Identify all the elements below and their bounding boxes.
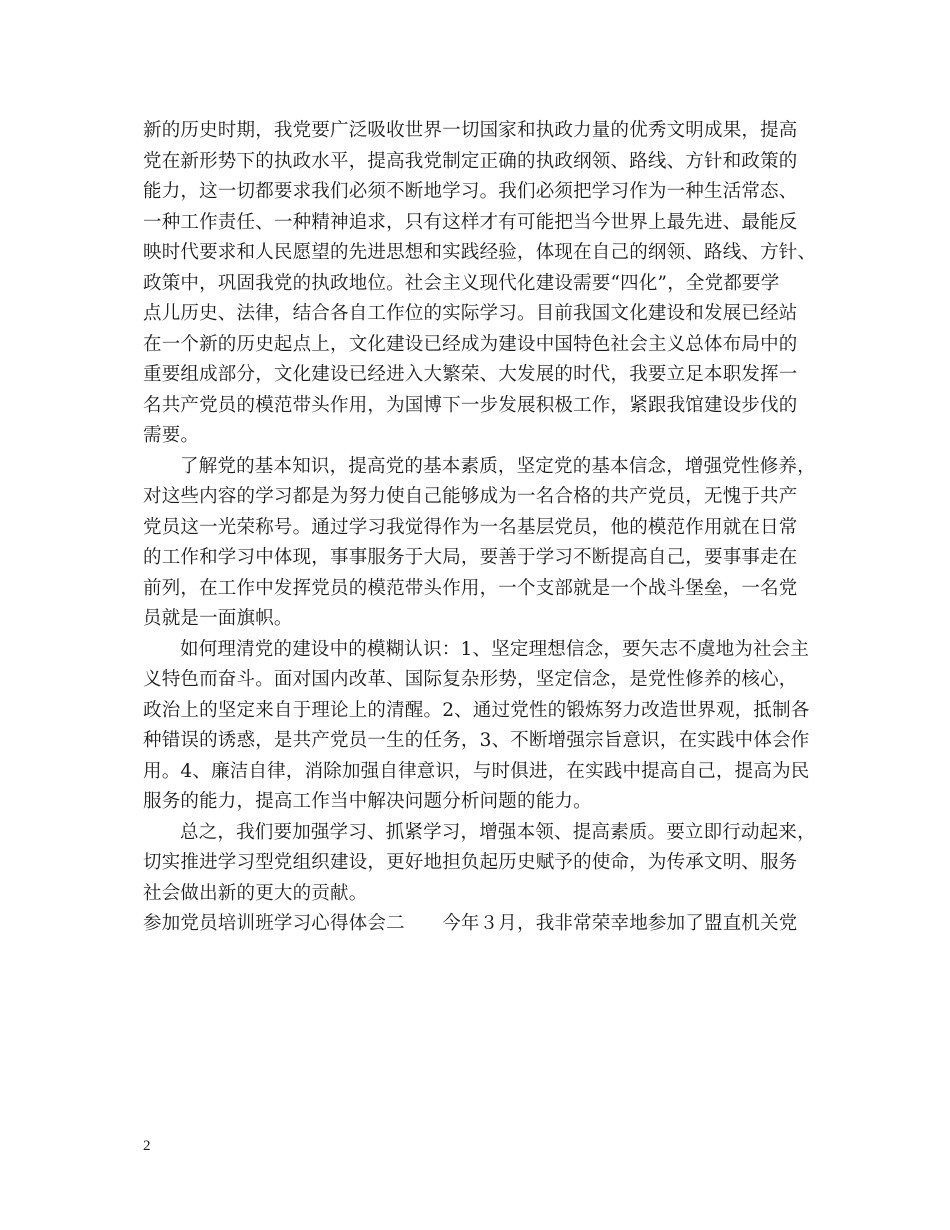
- text-line: 对这些内容的学习都是为努力使自己能够成为一名合格的共产党员，无愧于共产: [143, 486, 798, 507]
- text-line: 如何理清党的建设中的模糊认识：1、坚定理想信念，要矢志不虞地为社会主: [180, 638, 810, 660]
- text-line: 切实推进学习型党组织建设，更好地担负起历史赋予的使命，为传承文明、服务: [143, 852, 798, 873]
- text-line: 名共产党员的模范带头作用，为国博下一步发展积极工作，紧跟我馆建设步伐的: [143, 394, 798, 416]
- text-line: 员就是一面旗帜。: [143, 608, 293, 629]
- text-line: 社会做出新的更大的贡献。: [143, 882, 368, 904]
- text-line: 种错误的诱惑，是共产党员一生的任务，3、不断增强宗旨意识，在实践中体会作: [143, 730, 810, 751]
- text-line: 用。4、廉洁自律，消除加强自律意识，与时俱进，在实践中提高自己，提高为民: [143, 760, 810, 782]
- text-line: 点儿历史、法律，结合各自工作位的实际学习。目前我国文化建设和发展已经站: [143, 303, 798, 324]
- text-line: 了解党的基本知识，提高党的基本素质，坚定党的基本信念，增强党性修养，: [180, 455, 816, 477]
- text-line: 重要组成部分，文化建设已经进入大繁荣、大发展的时代，我要立足本职发挥一: [143, 364, 798, 385]
- text-line: 党员这一光荣称号。通过学习我觉得作为一名基层党员，他的模范作用就在日常: [143, 516, 798, 538]
- text-line: 总之，我们要加强学习、抓紧学习，增强本领、提高素质。要立即行动起来，: [180, 821, 816, 843]
- text-line: 一种工作责任、一种精神追求，只有这样才有可能把当今世界上最先进、最能反: [143, 211, 798, 233]
- text-line: 参加党员培训班学习心得体会二 今年３月，我非常荣幸地参加了盟直机关党: [143, 913, 798, 934]
- text-line: 政治上的坚定来自于理论上的清醒。2、通过党性的锻炼努力改造世界观，抵制各: [143, 699, 810, 721]
- body-text: [143, 116, 818, 940]
- text-line: 政策中，巩固我党的执政地位。社会主义现代化建设需要“四化”，全党都要学: [143, 272, 780, 294]
- text-line: 在一个新的历史起点上，文化建设已经成为建设中国特色社会主义总体布局中的: [143, 333, 798, 355]
- text-line: 前列，在工作中发挥党员的模范带头作用，一个支部就是一个战斗堡垒，一名党: [143, 577, 798, 599]
- text-line: 需要。: [143, 425, 200, 446]
- text-line: 义特色而奋斗。面对国内改革、国际复杂形势，坚定信念，是党性修养的核心，: [143, 669, 798, 690]
- text-line: 的工作和学习中体现，事事服务于大局，要善于学习不断提高自己，要事事走在: [143, 547, 798, 568]
- text-line: 党在新形势下的执政水平，提高我党制定正确的执政纲领、路线、方针和政策的: [143, 150, 798, 172]
- text-line: 映时代要求和人民愿望的先进思想和实践经验，体现在自己的纲领、路线、方针、: [143, 242, 817, 263]
- text-line: 能力，这一切都要求我们必须不断地学习。我们必须把学习作为一种生活常态、: [143, 181, 798, 202]
- text-line: 新的历史时期，我党要广泛吸收世界一切国家和执政力量的优秀文明成果，提高: [143, 120, 798, 141]
- page-number: 2: [143, 1138, 151, 1154]
- text-line: 服务的能力，提高工作当中解决问题分析问题的能力。: [143, 791, 592, 812]
